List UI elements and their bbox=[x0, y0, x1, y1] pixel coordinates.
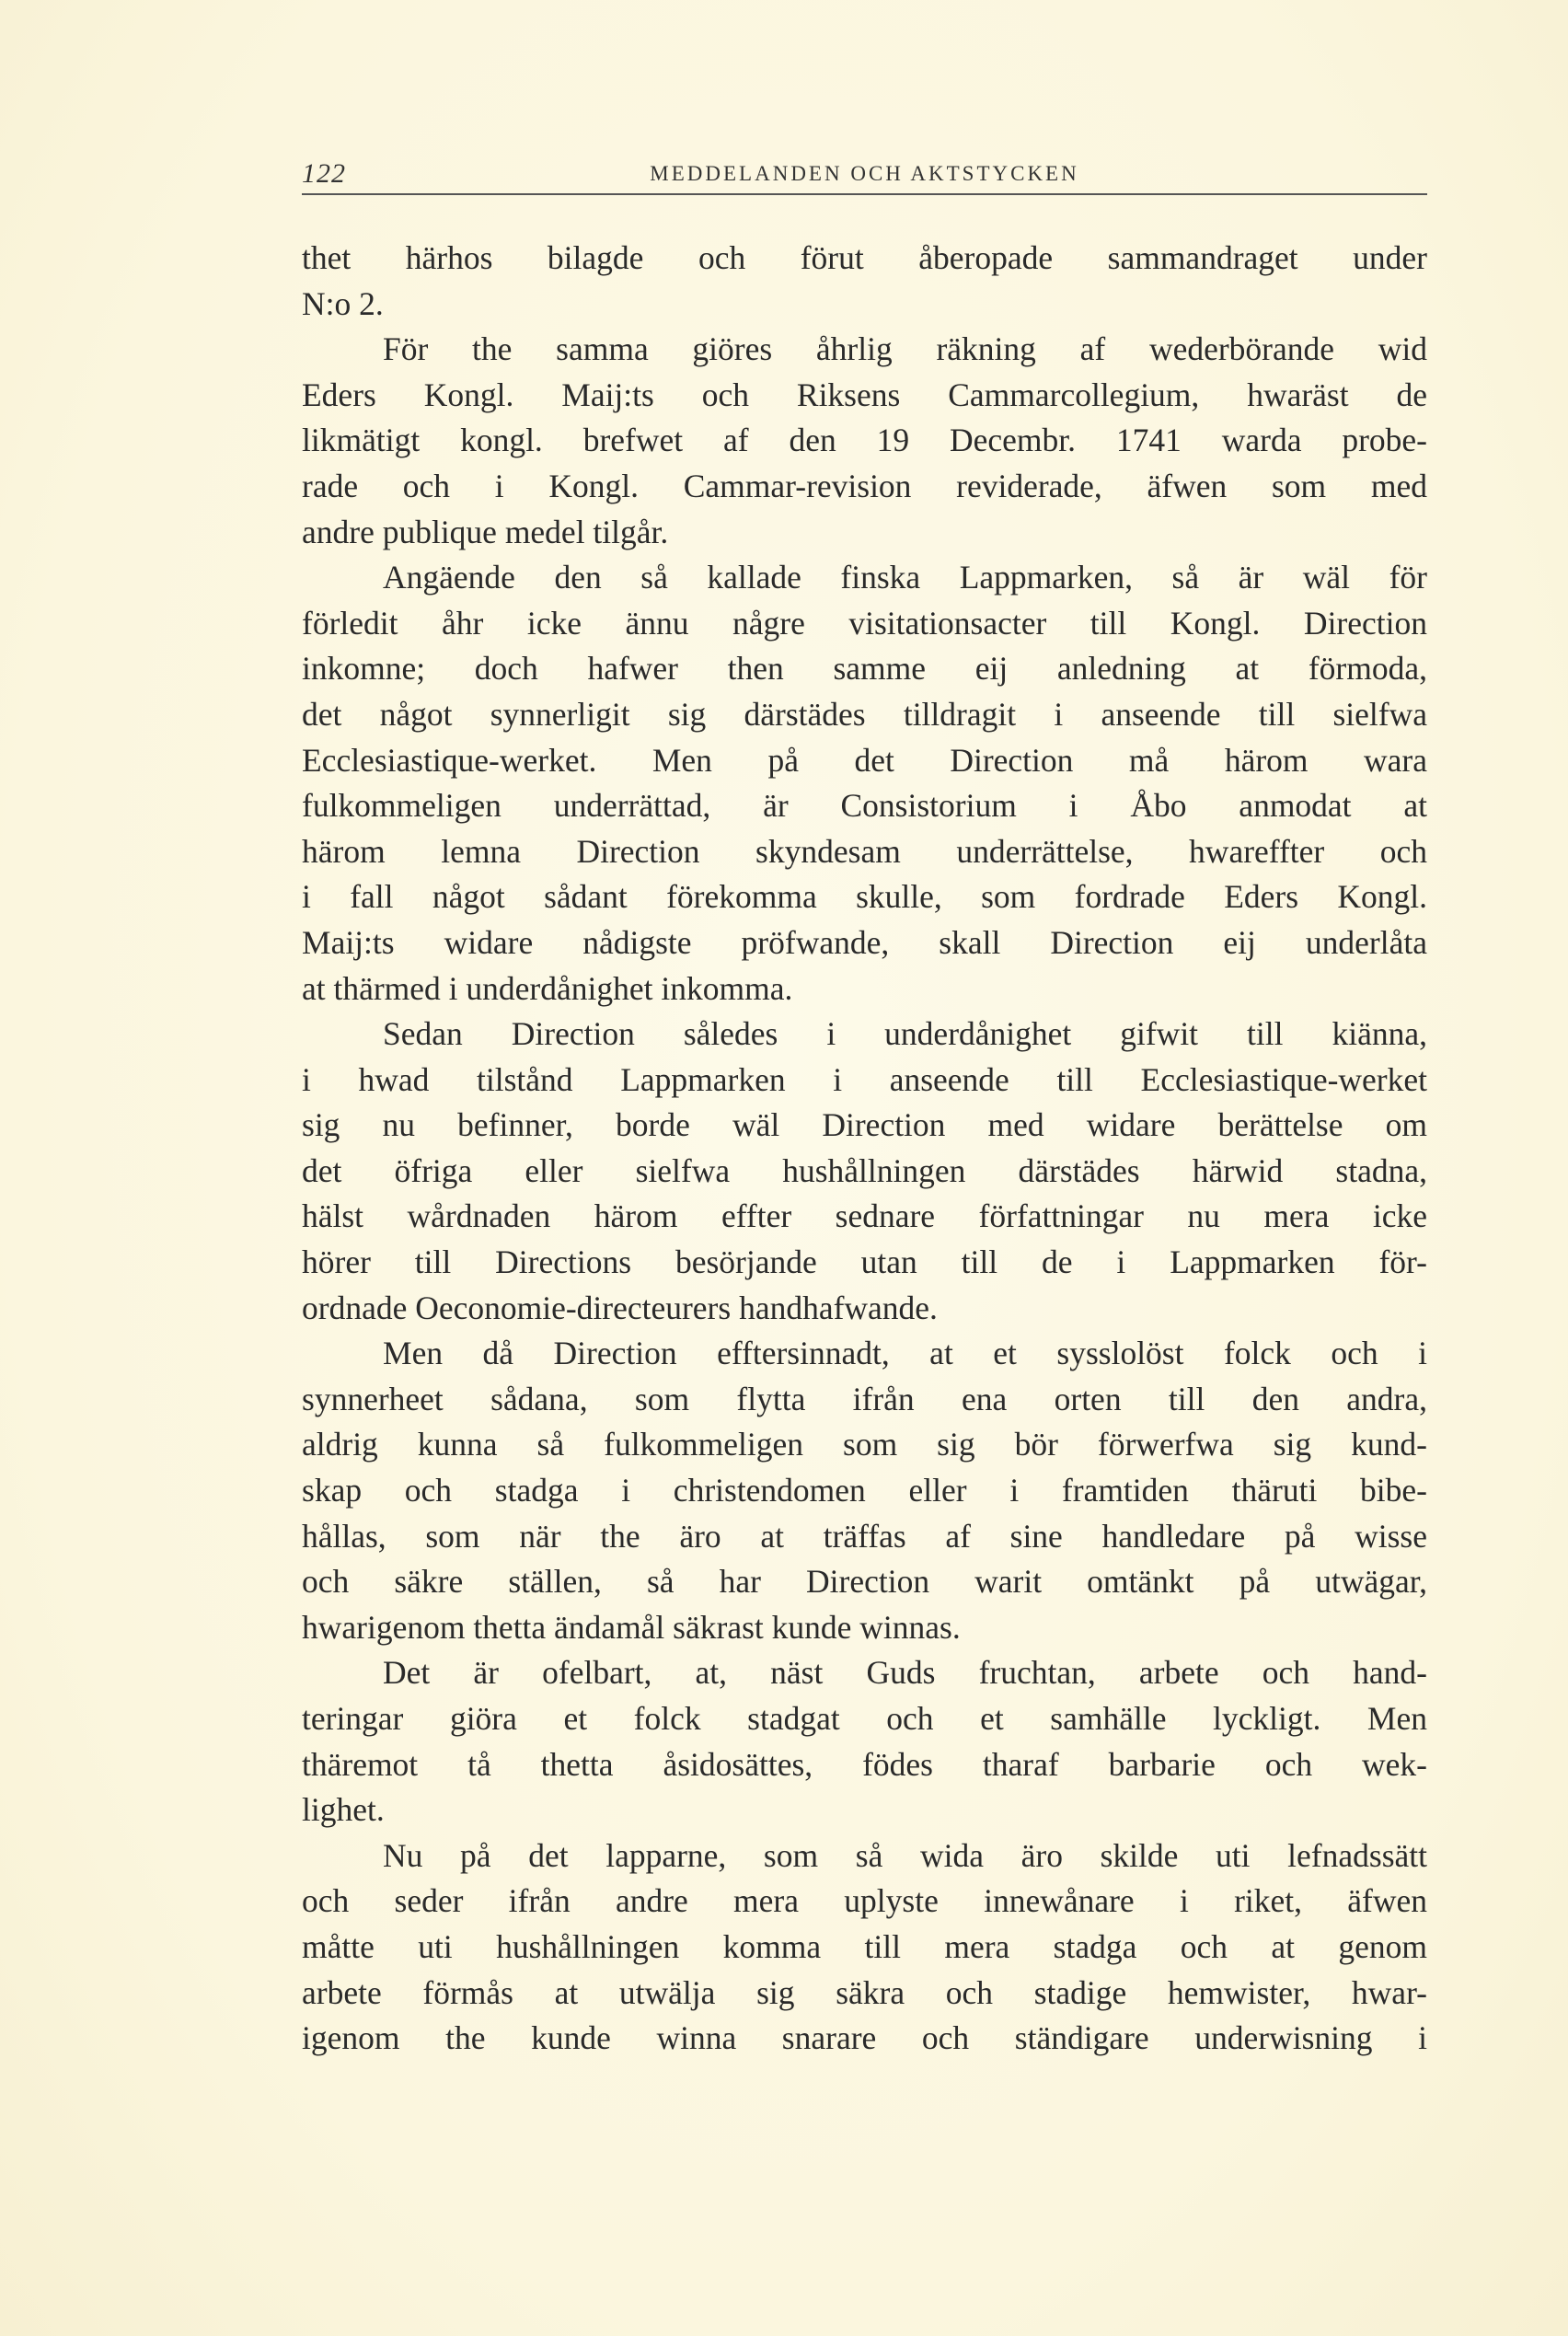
text-line: hörer till Directions besörjande utan till de i Lappmarken för- bbox=[302, 1243, 1427, 1281]
text-line: Angäende den så kallade finska Lappmarken, så är wäl för bbox=[383, 559, 1427, 596]
text-line: likmätigt kongl. brefwet af den 19 Decembr. 1741 warda probe- bbox=[302, 422, 1427, 459]
text-line: arbete förmås at utwälja sig säkra och stadige hemwister, hwar- bbox=[302, 1973, 1427, 2011]
text-line: skap och stadga i christendomen eller i framtiden thäruti bibe- bbox=[302, 1472, 1427, 1509]
text-line: och säkre ställen, så har Direction warit omtänkt på utwägar, bbox=[302, 1563, 1427, 1601]
text-line: härom lemna Direction skyndesam underrättelse, hwareffter och bbox=[302, 832, 1427, 870]
text-line: rade och i Kongl. Cammar-revision reviderade, äfwen som med bbox=[302, 467, 1427, 504]
text-line: aldrig kunna så fulkommeligen som sig bör förwerfwa sig kund- bbox=[302, 1426, 1427, 1463]
text-line: i fall något sådant förekomma skulle, som fordrade Eders Kongl. bbox=[302, 878, 1427, 916]
text-line: Ecclesiastique-werket. Men på det Direction må härom wara bbox=[302, 741, 1427, 779]
text-line: thet härhos bilagde och förut åberopade sammandraget under bbox=[302, 239, 1427, 276]
text-line: Det är ofelbart, at, näst Guds fruchtan, arbete och hand- bbox=[383, 1654, 1427, 1692]
text-line: igenom the kunde winna snarare och ständigare underwisning i bbox=[302, 2019, 1427, 2057]
text-line: Eders Kongl. Maij:ts och Riksens Cammarcollegium, hwaräst de bbox=[302, 376, 1427, 413]
text-line: lighet. bbox=[302, 1791, 385, 1829]
text-line: ordnade Oeconomie-directeurers handhafwande. bbox=[302, 1289, 938, 1326]
text-line: förledit åhr icke ännu någre visitationsacter till Kongl. Direction bbox=[302, 604, 1427, 642]
text-line: Maij:ts widare nådigste pröfwande, skall Direction eij underlåta bbox=[302, 923, 1427, 961]
page-header bbox=[302, 158, 1427, 195]
text-line: För the samma giöres åhrlig räkning af wederbörande wid bbox=[383, 330, 1427, 368]
text-line: synnerheet sådana, som flytta ifrån ena orten till den andra, bbox=[302, 1380, 1427, 1417]
text-line: inkomne; doch hafwer then samme eij anledning at förmoda, bbox=[302, 650, 1427, 688]
text-line: hälst wårdnaden härom effter sednare författningar nu mera icke bbox=[302, 1197, 1427, 1235]
running-head: MEDDELANDEN OCH AKTSTYCKEN bbox=[650, 162, 1079, 185]
text-line: fulkommeligen underrättad, är Consistorium i Åbo anmodat at bbox=[302, 787, 1427, 825]
text-line: det något synnerligit sig därstädes tilldragit i anseende till sielfwa bbox=[302, 695, 1427, 733]
text-line: sig nu befinner, borde wäl Direction med widare berättelse om bbox=[302, 1106, 1427, 1144]
text-line: det öfriga eller sielfwa hushållningen därstädes härwid stadna, bbox=[302, 1151, 1427, 1189]
text-line: thäremot tå thetta åsidosättes, födes tharaf barbarie och wek- bbox=[302, 1745, 1427, 1783]
text-line: hwarigenom thetta ändamål säkrast kunde winnas. bbox=[302, 1608, 961, 1646]
body-text bbox=[302, 236, 1427, 2062]
text-line: at thärmed i underdånighet inkomma. bbox=[302, 969, 793, 1007]
text-line: och seder ifrån andre mera uplyste innewånare i riket, äfwen bbox=[302, 1882, 1427, 1920]
text-line: N:o 2. bbox=[302, 284, 384, 322]
text-line: Sedan Direction således i underdånighet gifwit till kiänna, bbox=[383, 1015, 1427, 1053]
text-line: teringar giöra et folck stadgat och et samhälle lyckligt. Men bbox=[302, 1700, 1427, 1737]
text-line: måtte uti hushållningen komma till mera stadga och at genom bbox=[302, 1927, 1427, 1965]
text-line: hållas, som när the äro at träffas af sine handledare på wisse bbox=[302, 1517, 1427, 1555]
text-line: Nu på det lapparne, som så wida äro skilde uti lefnadssätt bbox=[383, 1836, 1427, 1874]
text-line: i hwad tilstånd Lappmarken i anseende till Ecclesiastique-werket bbox=[302, 1060, 1427, 1098]
text-line: andre publique medel tilgår. bbox=[302, 513, 669, 550]
text-line: Men då Direction efftersinnadt, at et sysslolöst folck och i bbox=[383, 1335, 1427, 1372]
page-number: 122 bbox=[302, 158, 346, 189]
